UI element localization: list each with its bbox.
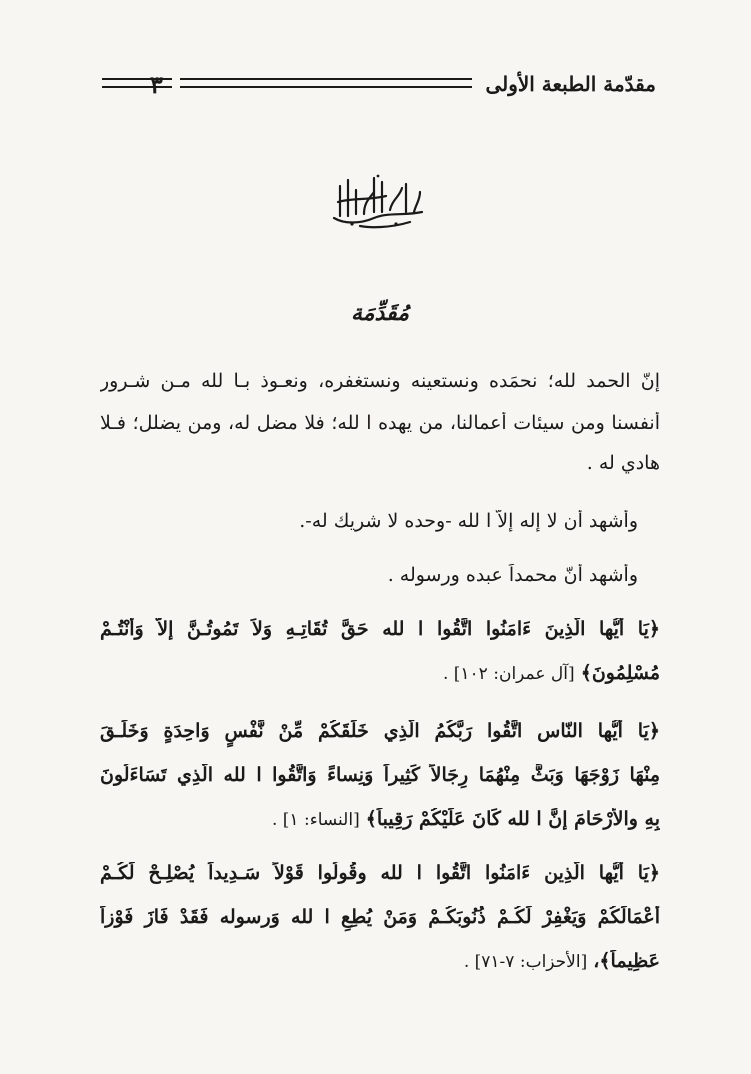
verse-reference: [الأحزاب: ٧-٧١] . (463, 952, 588, 972)
paragraph-line: هادي له . (586, 452, 660, 474)
paragraph-line: أنفسنا ومن سيئات أعمالنا، من يهده ا لله؛ فلا مضل له، ومن يضلل؛ فـلا (100, 412, 660, 434)
bleed-through (100, 120, 660, 162)
verse-line: ﴿يَا أَيُّها الَّذِينَ ءَامَنُوا اتَّقُوا ا لله حَقَّ تُقَاتِـهِ وَلاَ تَمُوتُـنَّ إلاّ وَأَنْتُـمْ (100, 618, 660, 640)
running-header (102, 68, 656, 108)
running-title: مقدّمة الطبعة الأولى (485, 72, 656, 96)
verse-text: عَظِيماً﴾، (593, 950, 660, 972)
verse-line: ﴿يَا أَيُّها النّاس اتَّقُوا رَبَّكُمُ الَّذِي خَلَقَكُمْ مِّنْ نَّفْسٍ وَاحِدَةٍ وَخَلَـقَ (100, 720, 660, 742)
basmala-calligraphy (330, 172, 426, 230)
header-rule (180, 78, 472, 80)
verse-line-with-ref (100, 950, 660, 990)
verse-line: مِنْهَا زَوْجَهَا وَبَثَّ مِنْهُمَا رِجَالاً كَثِيراً وَنِساءً وَاتَّقُوا ا لله الَّذِي تَسَاءَلُونَ (100, 764, 660, 786)
verse-reference: [النساء: ١] . (271, 810, 360, 830)
page-number: ٣ (150, 70, 163, 99)
verse-text: مُسْلِمُونَ﴾ (580, 662, 660, 684)
verse-line-with-ref (100, 662, 660, 702)
verse-line: أَعْمَالَكُمْ وَيَغْفِرْ لَكُـمْ ذُنُوبَكُـمْ وَمَنْ يُطِعِ ا لله وَرسوله فَقَدْ فَازَ فَوْزاً (100, 906, 660, 928)
verse-line: ﴿يَا أَيُّها الَّذِين ءَامَنُوا اتَّقُوا ا لله وقُولُوا قَوْلاً سَـدِيداً يُصْلِـحْ لَكُـمْ (100, 862, 660, 884)
paragraph-line: إنّ الحمد لله؛ نحمَده ونستعينه ونستغفره، ونعـوذ بـا لله مـن شـرور (100, 370, 660, 392)
paragraph: وأشهد أن لا إله إلاّ ا لله -وحده لا شريك له-. (299, 510, 638, 532)
verse-line-with-ref (100, 808, 660, 848)
verse-reference: [آل عمران: ١٠٢] . (442, 664, 575, 684)
header-rule (180, 86, 472, 88)
paragraph: وأشهد أنّ محمداً عبده ورسوله . (387, 564, 638, 586)
section-title: مُقَدِّمَة (350, 300, 410, 326)
verse-text: بِهِ والأَرْحَامَ إنَّ ا لله كَانَ عَلَيْكُمْ رَقِيباً﴾ (365, 808, 660, 830)
